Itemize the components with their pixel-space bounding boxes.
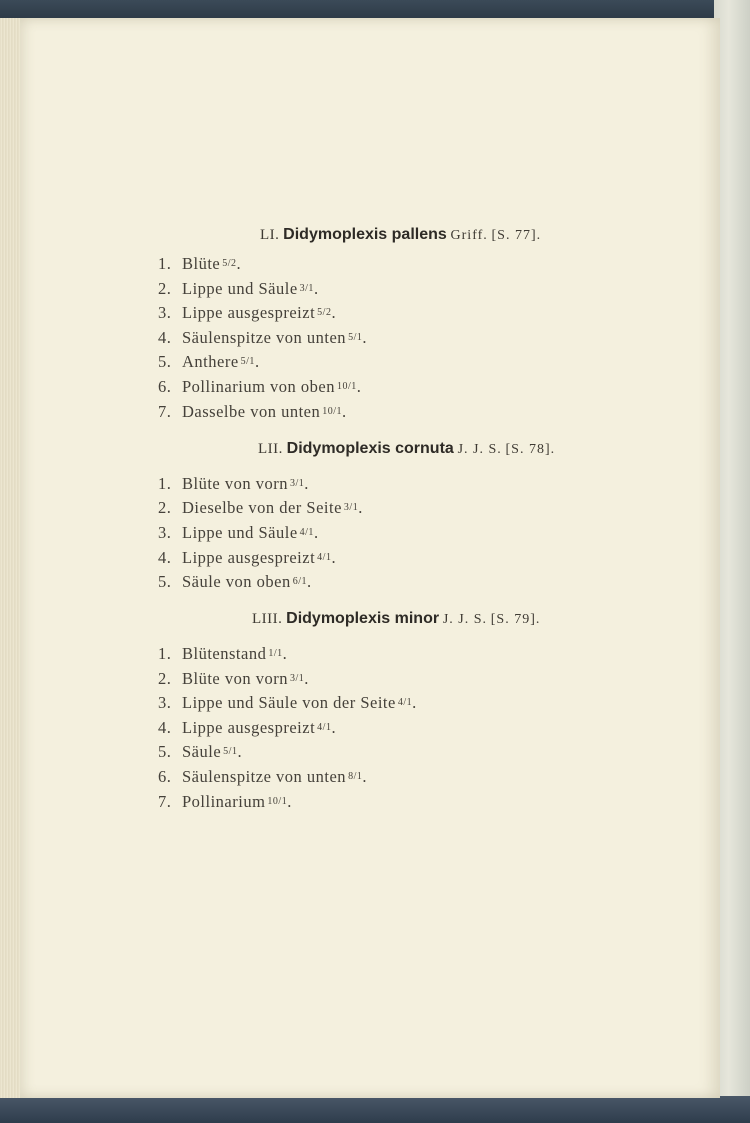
list-item: 3. Lippe und Säule von der Seite 4/1. — [158, 693, 417, 712]
species-name: Didymoplexis minor — [286, 610, 440, 627]
list-item: 3. Lippe und Säule 4/1. — [158, 523, 319, 542]
scale-fraction: 5/2 — [222, 258, 237, 269]
scale-fraction: 5/1 — [240, 356, 255, 367]
scale-fraction: 10/1 — [337, 381, 357, 392]
scale-fraction: 3/1 — [299, 283, 314, 294]
scale-fraction: 4/1 — [317, 552, 332, 563]
page-reference: [S. 77]. — [491, 228, 542, 243]
section-title — [252, 610, 540, 628]
list-item: 2. Blüte von vorn 3/1. — [158, 669, 309, 688]
list-item: 1. Blütenstand 1/1. — [158, 644, 288, 663]
scale-fraction: 5/1 — [348, 332, 363, 343]
page-reference: [S. 78]. — [505, 442, 556, 457]
list-item: 3. Lippe ausgespreizt 5/2. — [158, 303, 337, 322]
scale-fraction: 4/1 — [317, 722, 332, 733]
scale-fraction: 10/1 — [267, 796, 288, 807]
book-cover-bottom — [0, 1096, 750, 1123]
scale-fraction: 3/1 — [290, 673, 305, 684]
scale-fraction: 3/1 — [290, 478, 305, 489]
species-name: Didymoplexis cornuta — [286, 440, 454, 457]
list-item: 4. Säulenspitze von unten 5/1. — [158, 328, 367, 347]
section-title — [260, 226, 541, 244]
list-item: 1. Blüte 5/2. — [158, 254, 242, 273]
scale-fraction: 8/1 — [348, 771, 363, 782]
scale-fraction: 5/1 — [223, 746, 238, 757]
scale-fraction: 5/2 — [317, 307, 332, 318]
page-reference: [S. 79]. — [490, 612, 541, 627]
list-item: 6. Säulenspitze von unten 8/1. — [158, 767, 367, 786]
list-item: 1. Blüte von vorn 3/1. — [158, 474, 309, 493]
scale-fraction: 4/1 — [299, 527, 314, 538]
plate-number: LI. — [260, 227, 280, 243]
plate-number: LIII. — [252, 611, 283, 627]
scale-fraction: 10/1 — [322, 406, 343, 417]
list-item: 2. Dieselbe von der Seite 3/1. — [158, 498, 363, 517]
section-title — [258, 440, 555, 458]
list-item: 6. Pollinarium von oben 10/1. — [158, 377, 362, 396]
list-item: 5. Anthere 5/1. — [158, 352, 260, 371]
scale-fraction: 1/1 — [268, 648, 283, 659]
list-item: 7. Dasselbe von unten 10/1. — [158, 402, 347, 421]
scale-fraction: 3/1 — [343, 502, 359, 513]
list-item: 7. Pollinarium 10/1. — [158, 792, 292, 811]
scale-fraction: 6/1 — [292, 576, 308, 587]
list-item: 4. Lippe ausgespreizt 4/1. — [158, 548, 337, 567]
species-name: Didymoplexis pallens — [283, 226, 447, 243]
author: J. J. S. — [457, 442, 502, 457]
plate-number: LII. — [258, 441, 283, 457]
book-page — [20, 18, 720, 1098]
list-item: 5. Säule 5/1. — [158, 742, 243, 761]
author: J. J. S. — [442, 612, 488, 627]
list-item: 2. Lippe und Säule 3/1. — [158, 279, 319, 298]
author: Griff. — [450, 228, 488, 243]
list-item: 5. Säule von oben 6/1. — [158, 572, 312, 591]
scale-fraction: 4/1 — [397, 697, 413, 708]
list-item: 4. Lippe ausgespreizt 4/1. — [158, 718, 337, 737]
